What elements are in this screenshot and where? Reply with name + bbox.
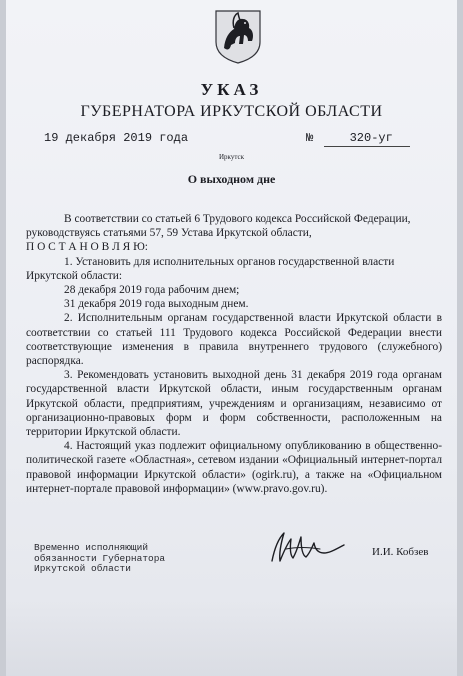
decree-word: П О С Т А Н О В Л Я Ю: — [26, 241, 148, 254]
signer-position-line-2: обязанности Губернатора — [34, 552, 166, 564]
number-underline — [324, 146, 410, 147]
signer-position-line-1: Временно исполняющий — [34, 542, 149, 553]
item-3: 3. Рекомендовать установить выходной день 31 декабря 2019 года органам государственной власти Иркутской области, иным государственным органам Иркутской области, предприятиям, учреждениям и организациям, независимо от организационно-правовых форм и форм собственности, расположенным на территории Иркутской области. — [26, 369, 442, 439]
preamble-line-2: руководствуясь статьями 57, 59 Устава Иркутской области, — [26, 227, 312, 240]
document-page — [6, 0, 457, 676]
issuer: ГУБЕРНАТОРА ИРКУТСКОЙ ОБЛАСТИ — [80, 103, 383, 120]
item-4: 4. Настоящий указ подлежит официальному опубликованию в общественно-политической газете «Областная», сетевом издании «Официальный интернет-портал правовой информации Иркутской области» (ogirk.ru), а также на «Официальном интернет-портале правовой информации» (www.pravo.gov.ru). — [26, 440, 442, 495]
signer-name: И.И. Кобзев — [372, 546, 429, 558]
signer-position-line-3: Иркутской области — [34, 563, 131, 574]
doc-body — [26, 212, 442, 496]
item-1-a: 28 декабря 2019 года рабочим днем; — [64, 284, 240, 297]
doc-type: УКАЗ — [200, 80, 263, 99]
item-1-line-2: Иркутской области: — [26, 269, 122, 282]
number-sign: № — [306, 131, 314, 145]
page-shadow — [6, 600, 457, 676]
doc-city: Иркутск — [218, 153, 244, 161]
number-value: 320-уг — [349, 131, 393, 145]
preamble-line-1: В соответствии со статьей 6 Трудового кодекса Российской Федерации, — [64, 213, 411, 225]
item-1-b: 31 декабря 2019 года выходным днем. — [64, 298, 249, 311]
doc-date: 19 декабря 2019 года — [44, 131, 189, 145]
doc-title: О выходном дне — [187, 172, 276, 186]
signer-position — [34, 543, 165, 575]
item-1-line-1: 1. Установить для исполнительных органов государственной власти — [64, 255, 395, 268]
item-2: 2. Исполнительным органам государственной власти Иркутской области в соответствии со статьей 111 Трудового кодекса Российской Федерации внести соответствующие изменения в правила внутреннего трудового (служебного) распорядка. — [26, 312, 442, 368]
handwritten-signature — [268, 527, 348, 567]
coat-of-arms-icon — [213, 8, 263, 64]
doc-number — [306, 131, 393, 145]
